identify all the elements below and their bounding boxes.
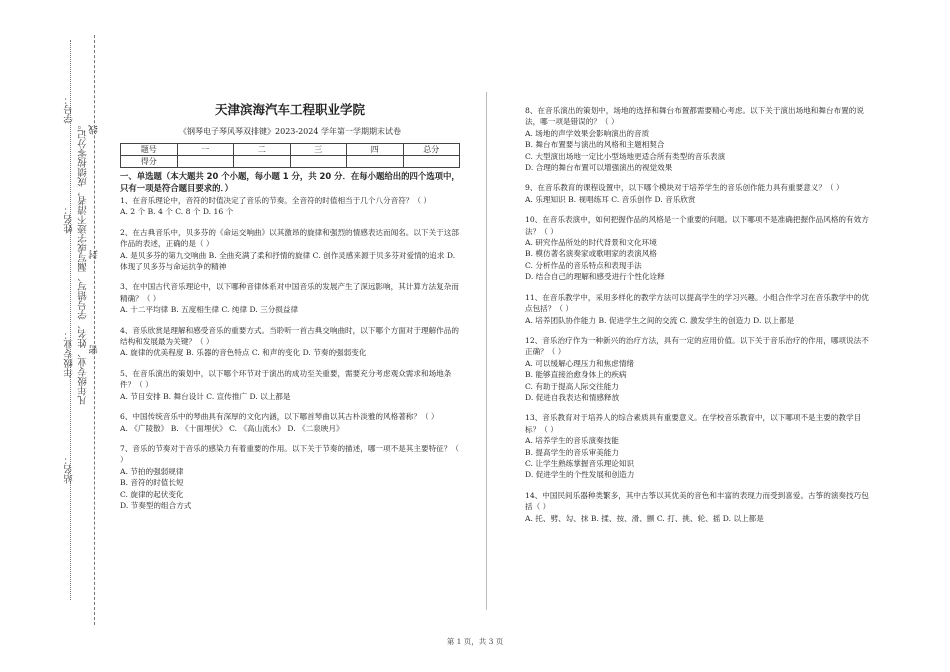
question-option: A. 培养团队协作能力 B. 促进学生之间的交流 C. 激发学生的创造力 D. 以上都是	[525, 315, 795, 325]
question-option: A. 2 个 B. 4 个 C. 8 个 D. 16 个	[120, 207, 234, 217]
question-stem: 1、在音乐理论中，音符的时值决定了音乐的节奏。全音符的时值相当于几个八分音符？（ ）	[120, 196, 431, 205]
question-stem: 9、在音乐教育的课程设置中，以下哪个模块对于培养学生的音乐创作能力具有重要意义？（ ）	[525, 183, 844, 193]
binding-line-inner	[70, 40, 71, 600]
question-option: A. 是贝多芬的第九交响曲 B. 全曲充满了柔和抒情的旋律 C. 创作灵感来源于贝多芬对爱情的追求 D. 体现了贝多芬与命运抗争的精神	[120, 250, 456, 272]
question-stem: 4、音乐欣赏是理解和感受音乐的重要方式。当聆听一首古典交响曲时，以下哪个方面对于理解作品的结构和发展最为关键？（ ）	[120, 325, 459, 347]
question-stem: 3、在中国古代音乐理论中，以下哪种音律体系对中国音乐的发展产生了深远影响，其计算方法复杂而精确？（ ）	[120, 282, 459, 303]
right-column	[525, 105, 870, 533]
question-option: A. 场地的声学效果会影响演出的音质	[525, 128, 650, 138]
score-cell	[403, 156, 460, 168]
question	[120, 411, 465, 434]
score-cell	[290, 156, 347, 168]
column-divider	[486, 92, 487, 610]
score-cell: 总分	[403, 144, 460, 156]
score-cell	[234, 156, 291, 168]
question-option: B. 模仿著名演奏家或歌唱家的表演风格	[525, 249, 657, 259]
score-table-header-row	[121, 144, 460, 156]
question-stem: 13、音乐教育对于培养人的综合素质具有重要意义。在学校音乐教育中，以下哪项不是主要的教学目标？（ ）	[525, 413, 862, 434]
exam-subtitle: 《钢琴电子琴风琴双排键》2023-2024 学年第一学期期末试卷	[179, 127, 401, 136]
question	[525, 105, 870, 173]
question-option: D. 结合自己的理解和感受进行个性化诠释	[525, 272, 665, 282]
question-option: D. 促进自我表达和情感释放	[525, 392, 620, 402]
grading-notice: 凡年级专业、姓名、学号错写、漏写或字迹不清者，成绩按零分记。	[78, 120, 89, 405]
grade-major-label: 年级专业：	[64, 330, 75, 378]
question	[120, 195, 465, 218]
score-cell: 四	[347, 144, 404, 156]
site-label: 站名：	[64, 455, 75, 484]
question-option: D. 节奏型的组合方式	[120, 500, 192, 510]
question-option: C. 分析作品的音乐特点和表现手法	[525, 260, 642, 270]
question-option: A. 旋律的优美程度 B. 乐器的音色特点 C. 和声的变化 D. 节奏的强弱变化	[120, 348, 367, 358]
question-stem: 8、在音乐演出的策划中，场地的选择和舞台布置都需要精心考虑。以下关于演出场地和舞台布置的说法，哪一项是错误的？（ ）	[525, 106, 864, 127]
score-cell: 三	[290, 144, 347, 156]
student-no-label: 学号：	[64, 95, 75, 124]
question-stem: 2、在古典音乐中，贝多芬的《命运交响曲》以其激昂的旋律和强烈的情感表达而闻名。以下关于这部作品的表述，正确的是（ ）	[120, 227, 459, 249]
score-cell	[177, 156, 234, 168]
question	[525, 412, 870, 480]
question-option: C. 大型演出场地一定比小型场地更适合所有类型的音乐表演	[525, 151, 726, 161]
question-option: B. 提高学生的音乐审美能力	[525, 447, 619, 457]
question-option: A. 研究作品所处的时代背景和文化环境	[525, 238, 657, 248]
seal-mark: 密	[89, 345, 100, 355]
question-stem: 6、中国传统音乐中的琴曲具有深厚的文化内涵，以下哪首琴曲以其古朴淡雅的风格著称？（ ）	[120, 412, 439, 422]
question	[525, 182, 870, 205]
score-cell: 得分	[121, 156, 178, 168]
question-option: A. 《广陵散》 B. 《十面埋伏》 C. 《高山流水》 D. 《二泉映月》	[120, 423, 344, 433]
question-option: A. 节拍的强弱规律	[120, 466, 184, 476]
page-footer: 第 1 页，共 3 页	[446, 637, 504, 646]
question-option: C. 有助于提高人际交往能力	[525, 381, 619, 391]
question	[525, 214, 870, 282]
question	[120, 443, 465, 511]
question	[120, 368, 465, 402]
left-column	[120, 170, 465, 520]
section-heading: 一、单选题（本大题共 20 个小题，每小题 1 分，共 20 分．在每小题给出的四个选项中，只有一项是符合题目要求的．）	[120, 171, 460, 193]
question	[120, 227, 465, 273]
question	[525, 490, 870, 524]
question-option: A. 十二平均律 B. 五度相生律 C. 纯律 D. 三分损益律	[120, 305, 299, 315]
score-cell: 题号	[121, 144, 178, 156]
binding-line-outer	[94, 35, 95, 625]
question-stem: 5、在音乐演出的策划中，以下哪个环节对于演出的成功至关重要，需要充分考虑观众需求和场地条件？（ ）	[120, 368, 452, 390]
question-stem: 10、在音乐表演中，如何把握作品的风格是一个重要的问题。以下哪项不是准确把握作品风格的有效方法？（ ）	[525, 215, 869, 236]
score-cell	[347, 156, 404, 168]
question-option: D. 促进学生的个性发展和创造力	[525, 470, 635, 480]
question-option: D. 合理的舞台布置可以增强演出的视觉效果	[525, 163, 673, 173]
seal-mark-3: 线	[89, 125, 100, 135]
question-option: A. 可以缓解心理压力和焦虑情绪	[525, 358, 635, 368]
question	[120, 325, 465, 359]
question-stem: 12、音乐治疗作为一种新兴的治疗方法，具有一定的应用价值。以下关于音乐治疗的作用，哪项说法不正确？（ ）	[525, 335, 869, 357]
seal-mark-2: 封	[89, 250, 100, 260]
score-cell: 一	[177, 144, 234, 156]
score-table	[120, 143, 460, 168]
question-stem: 11、在音乐教学中，采用多样化的教学方法可以提高学生的学习兴趣。小组合作学习在音乐教学中的优点包括？（ ）	[525, 292, 869, 314]
question-option: A. 培养学生的音乐演奏技能	[525, 436, 619, 446]
question-stem: 14、中国民间乐器种类繁多，其中古筝以其优美的音色和丰富的表现力而受到喜爱。古筝的演奏技巧包括（ ）	[525, 490, 869, 512]
name-label: 姓名：	[64, 205, 75, 234]
question	[525, 292, 870, 326]
question-option: B. 音符的时值长短	[120, 478, 184, 488]
question-option: A. 托、劈、勾、抹 B. 揉、按、滑、颤 C. 打、挑、轮、摇 D. 以上都是	[525, 513, 764, 523]
question-option: C. 让学生熟练掌握音乐理论知识	[525, 458, 635, 468]
question-option: A. 节目安排 B. 舞台设计 C. 宣传推广 D. 以上都是	[120, 391, 291, 401]
score-cell: 二	[234, 144, 291, 156]
question	[525, 335, 870, 403]
score-table-score-row	[121, 156, 460, 168]
question-option: B. 能够直接治愈身体上的疾病	[525, 370, 627, 380]
exam-title: 天津滨海汽车工程职业学院	[214, 102, 365, 117]
question-stem: 7、音乐的节奏对于音乐的感染力有着重要的作用。以下关于节奏的描述，哪一项不是其主要特征？（ ）	[120, 443, 459, 465]
question-option: B. 舞台布置要与演出的风格和主题相契合	[525, 140, 665, 150]
question-option: C. 旋律的起伏变化	[120, 489, 184, 499]
question	[120, 281, 465, 315]
question-option: A. 乐理知识 B. 视唱练耳 C. 音乐创作 D. 音乐欣赏	[525, 194, 696, 204]
